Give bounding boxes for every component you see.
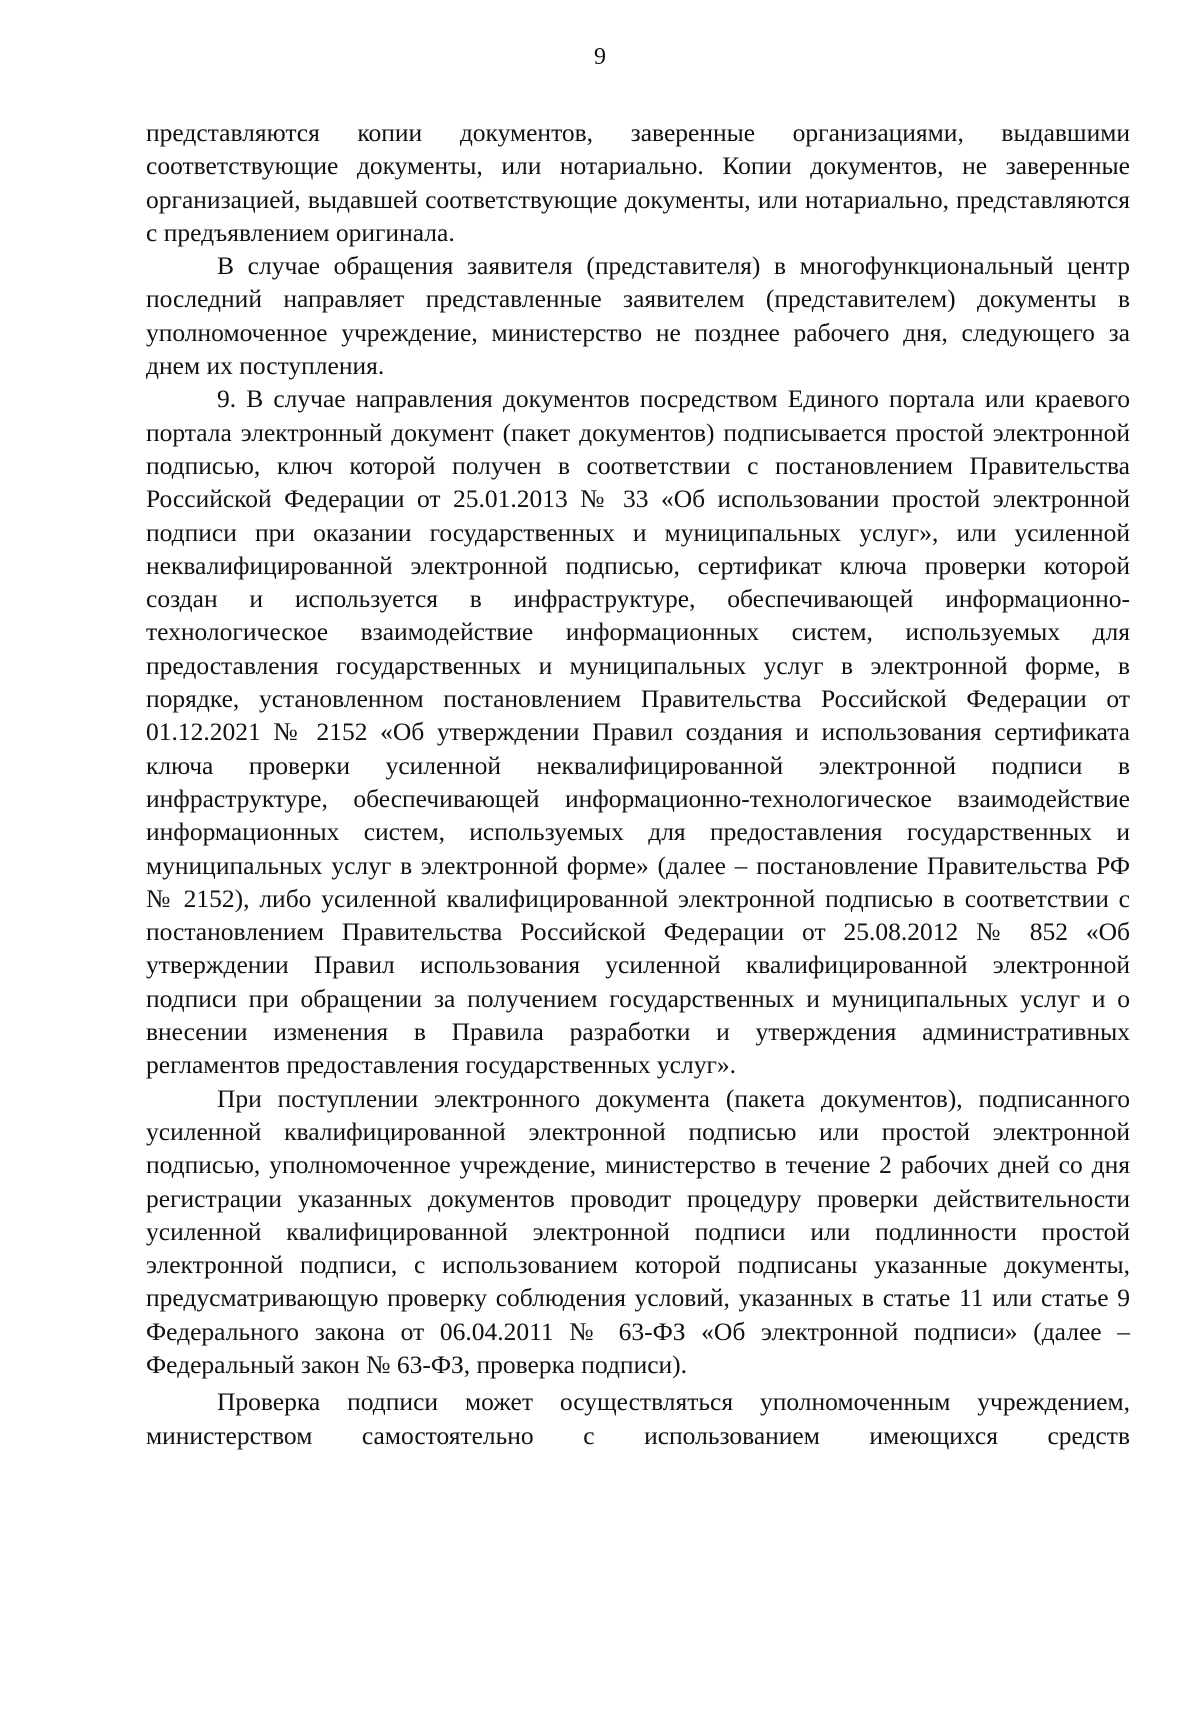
paragraph-signature-check-means: Проверка подписи может осуществляться уполномоченным учреждением, министерством самостоятельно с использованием имеющихся средств bbox=[146, 1387, 1130, 1450]
paragraph-mfc-application: В случае обращения заявителя (представителя) в многофункциональный центр последний направляет представленные заявителем (представителем) документы в уполномоченное учреждение, министерство не позднее рабочего дня, следующего за днем их поступления. bbox=[146, 251, 1130, 381]
document-body bbox=[146, 116, 1130, 1452]
paragraph-signature-verification-procedure: При поступлении электронного документа (пакета документов), подписанного усиленной квалифицированной электронной подписью или простой электронной подписью, уполномоченное учреждение, министерство в течение 2 рабочих дней со дня регистрации указанных документов проводит процедуру проверки действительности усиленной квалифицированной электронной подписи или подлинности простой электронной подписи, с использованием которой подписаны указанные документы, предусматривающую проверку соблюдения условий, указанных в статье 11 или статье 9 Федерального закона от 06.04.2011 № 63-ФЗ «Об электронной подписи» (далее – Федеральный закон № 63-ФЗ, проверка подписи). bbox=[146, 1083, 1130, 1379]
page-number: 9 bbox=[594, 44, 606, 70]
paragraph-copies-of-documents: представляются копии документов, заверенные организациями, выдавшими соответствующие документы, или нотариально. Копии документов, не заверенные организацией, выдавшей соответствующие документы, или нотариально, представляются с предъявлением оригинала. bbox=[146, 118, 1130, 247]
paragraph-item-9-electronic-signature: 9. В случае направления документов посредством Единого портала или краевого портала электронный документ (пакет документов) подписывается простой электронной подписью, ключ которой получен в соответствии с постановлением Правительства Российской Федерации от 25.01.2013 № 33 «Об использовании простой электронной подписи при оказании государственных и муниципальных услуг», или усиленной неквалифицированной электронной подписью, сертификат ключа проверки которой создан и используется в инфраструктуре, обеспечивающей информационно-технологическое взаимодействие информационных систем, используемых для предоставления государственных и муниципальных услуг в электронной форме, в порядке, установленном постановлением Правительства Российской Федерации от 01.12.2021 № 2152 «Об утверждении Правил создания и использования сертификата ключа проверки усиленной неквалифицированной электронной подписи в инфраструктуре, обеспечивающей информационно-технологическое взаимодействие информационных систем, используемых для предоставления государственных и муниципальных услуг в электронной форме» (далее – постановление Правительства РФ № 2152), либо усиленной квалифицированной электронной подписью в соответствии с постановлением Правительства Российской Федерации от 25.08.2012 № 852 «Об утверждении Правил использования усиленной квалифицированной электронной подписи при обращении за получением государственных и муниципальных услуг и о внесении изменения в Правила разработки и утверждения административных регламентов предоставления государственных услуг». bbox=[146, 384, 1130, 1080]
